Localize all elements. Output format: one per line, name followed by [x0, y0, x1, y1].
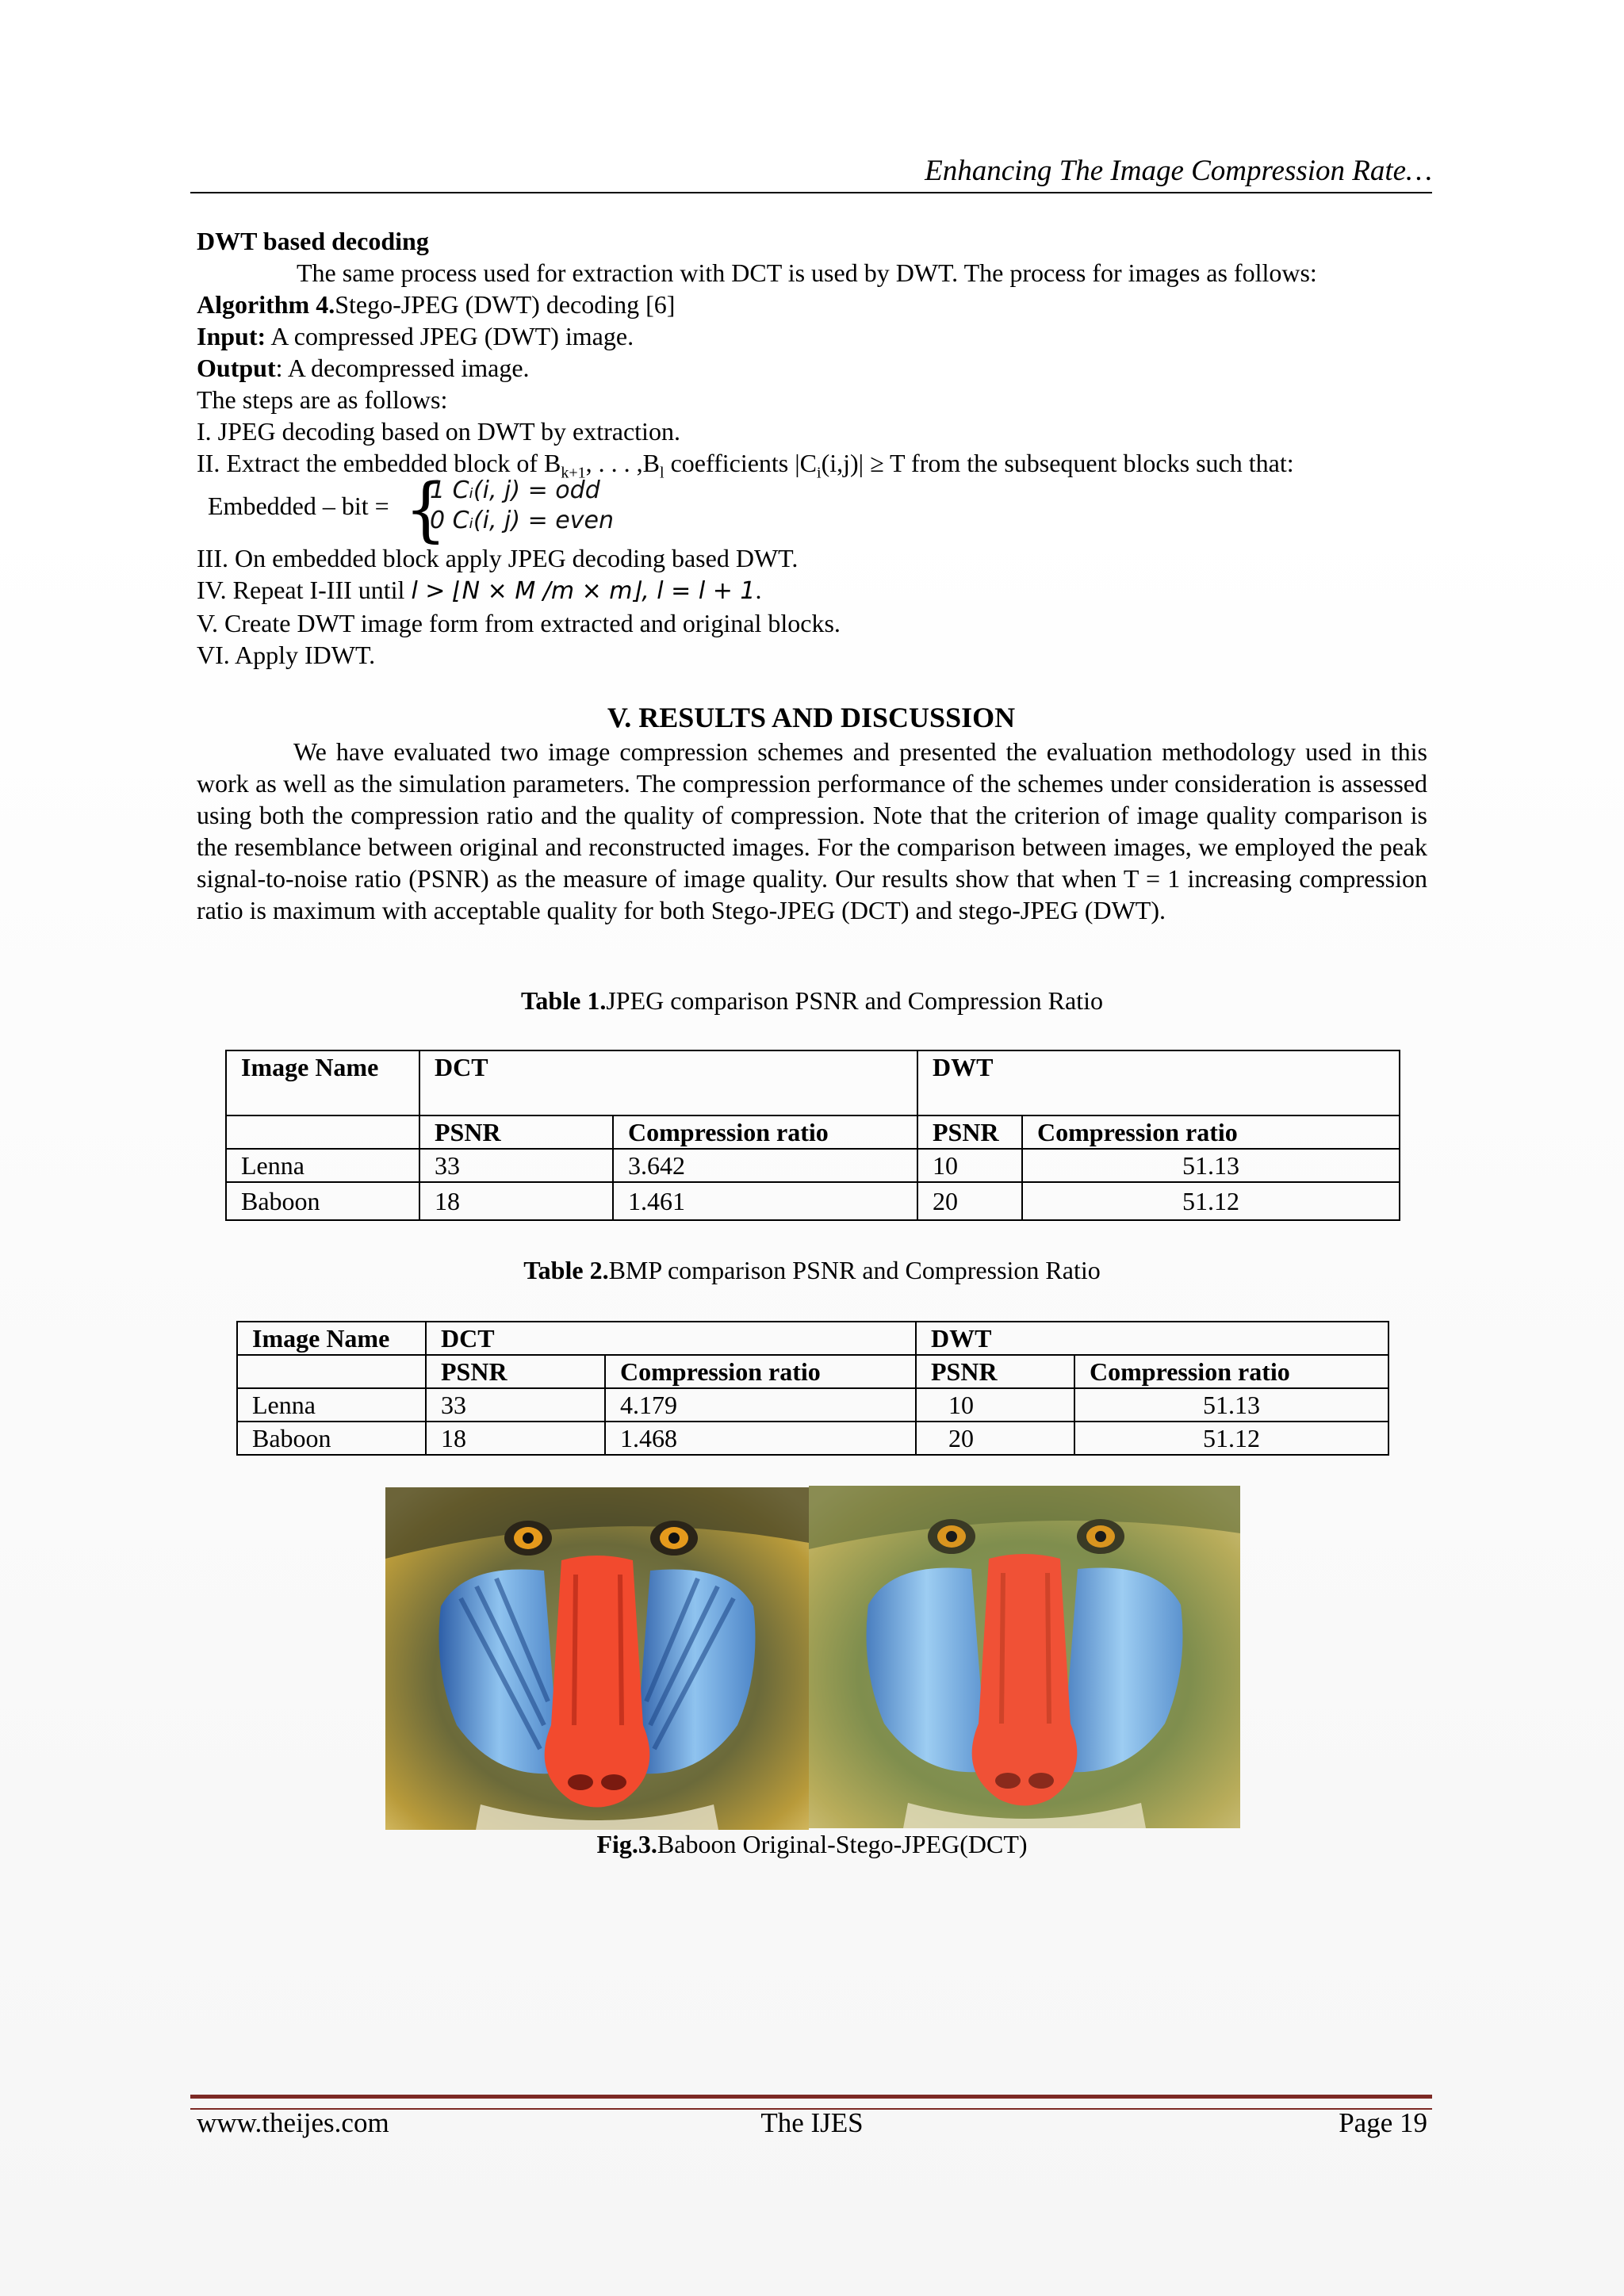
- cell-image: Lenna: [237, 1388, 426, 1422]
- cell-dwt-cr: 51.12: [1022, 1182, 1400, 1220]
- step-4: IV. Repeat I-III until l > ⌊N × M /m × m⌋, l = l + 1.: [197, 576, 762, 605]
- dwt-steps-continued: [197, 542, 1434, 671]
- col-image-name: Image Name: [237, 1322, 426, 1355]
- cell-dwt-cr: 51.13: [1022, 1149, 1400, 1182]
- step-1: I. JPEG decoding based on DWT by extraction.: [197, 417, 680, 446]
- blank-cell: [226, 1115, 419, 1149]
- table-row: [226, 1149, 1400, 1182]
- table1-caption: Table 1.JPEG comparison PSNR and Compression Ratio: [521, 986, 1103, 1015]
- sub-compression-ratio: Compression ratio: [605, 1355, 916, 1388]
- step-2: II. Extract the embedded block of $B_{k+1}$, . . . $,B_l$ coefficients $|C_i(i,j)| \ge T$ from the subsequent blocks such that:: [197, 449, 1294, 482]
- formula-case-even: 0 Cᵢ(i, j) = even: [430, 507, 614, 534]
- table-header-row: [226, 1050, 1400, 1115]
- step-5: V. Create DWT image form from extracted and original blocks.: [197, 609, 841, 637]
- cell-dwt-cr: 51.13: [1074, 1388, 1388, 1422]
- cell-dwt-psnr: 20: [916, 1422, 1074, 1455]
- cell-image: Baboon: [237, 1422, 426, 1455]
- algorithm-line: Algorithm 4.Stego-JPEG (DWT) decoding [6]: [197, 290, 676, 319]
- table2: [236, 1321, 1389, 1456]
- sub-compression-ratio: Compression ratio: [613, 1115, 917, 1149]
- footer-website: www.theijes.com: [197, 2107, 389, 2138]
- table-subheader-row: [237, 1355, 1388, 1388]
- embedded-bit-formula: [208, 444, 1159, 550]
- cell-dct-cr: 1.461: [613, 1182, 917, 1220]
- col-dct: DCT: [426, 1322, 916, 1355]
- col-image-name: Image Name: [226, 1050, 419, 1115]
- sub-psnr: PSNR: [426, 1355, 605, 1388]
- cell-dct-cr: 3.642: [613, 1149, 917, 1182]
- col-dwt: DWT: [916, 1322, 1388, 1355]
- table-row: [226, 1182, 1400, 1220]
- col-dct: DCT: [419, 1050, 917, 1115]
- steps-intro: The steps are as follows:: [197, 385, 448, 414]
- cell-dct-cr: 1.468: [605, 1422, 916, 1455]
- cell-dwt-psnr: 10: [916, 1388, 1074, 1422]
- cell-dct-psnr: 18: [419, 1182, 613, 1220]
- section-heading: V. RESULTS AND DISCUSSION: [607, 702, 1016, 733]
- running-header: Enhancing The Image Compression Rate…: [190, 151, 1432, 193]
- sub-psnr: PSNR: [916, 1355, 1074, 1388]
- step-6: VI. Apply IDWT.: [197, 641, 376, 669]
- figure3-caption: Fig.3.Baboon Original-Stego-JPEG(DCT): [596, 1830, 1028, 1858]
- table1: [225, 1050, 1400, 1221]
- footer-journal: The IJES: [760, 2107, 864, 2138]
- step-3: III. On embedded block apply JPEG decoding based DWT.: [197, 544, 799, 572]
- cell-image: Baboon: [226, 1182, 419, 1220]
- sub-compression-ratio: Compression ratio: [1074, 1355, 1388, 1388]
- table-subheader-row: [226, 1115, 1400, 1149]
- formula-brace: {: [404, 468, 447, 550]
- results-paragraph: We have evaluated two image compression schemes and presented the evaluation methodology used in this work as well as the simulation parameters. The compression performance of the schemes under consideration is assessed using both the compression ratio and the quality of compression. Note that the criterion of image quality comparison is the resemblance between original and reconstructed images. For the comparison between images, we employed the peak signal-to-noise ratio (PSNR) as the measure of image quality. Our results show that when T = 1 increasing compression ratio is maximum with acceptable quality for both Stego-JPEG (DCT) and stego-JPEG (DWT).: [197, 737, 1427, 924]
- subsection-heading: DWT based decoding: [197, 227, 429, 255]
- sub-psnr: PSNR: [917, 1115, 1022, 1149]
- cell-image: Lenna: [226, 1149, 419, 1182]
- formula-case-odd: 1 Cᵢ(i, j) = odd: [430, 476, 600, 504]
- table2-caption: Table 2.BMP comparison PSNR and Compression Ratio: [523, 1256, 1101, 1284]
- table-row: [237, 1422, 1388, 1455]
- cell-dwt-cr: 51.12: [1074, 1422, 1388, 1455]
- dwt-decoding-section: [197, 225, 1434, 482]
- cell-dct-psnr: 18: [426, 1422, 605, 1455]
- output-line: Output: A decompressed image.: [197, 354, 530, 382]
- cell-dct-psnr: 33: [419, 1149, 613, 1182]
- step-4-expression: l > ⌊N × M /m × m⌋, l = l + 1: [411, 577, 756, 605]
- cell-dct-psnr: 33: [426, 1388, 605, 1422]
- col-dwt: DWT: [917, 1050, 1400, 1115]
- sub-compression-ratio: Compression ratio: [1022, 1115, 1400, 1149]
- table-row: [237, 1388, 1388, 1422]
- table-header-row: [237, 1322, 1388, 1355]
- formula-label: Embedded – bit =: [208, 492, 389, 520]
- sub-psnr: PSNR: [419, 1115, 613, 1149]
- baboon-original-image: [385, 1487, 809, 1830]
- cell-dwt-psnr: 10: [917, 1149, 1022, 1182]
- baboon-stego-jpeg-dct-image: [809, 1486, 1240, 1828]
- cell-dwt-psnr: 20: [917, 1182, 1022, 1220]
- formula-cases: [430, 476, 614, 536]
- footer-page-number: Page 19: [1339, 2107, 1427, 2138]
- input-line: Input: A compressed JPEG (DWT) image.: [197, 322, 634, 350]
- cell-dct-cr: 4.179: [605, 1388, 916, 1422]
- intro-text: The same process used for extraction with DCT is used by DWT. The process for images as follows:: [297, 258, 1317, 287]
- blank-cell: [237, 1355, 426, 1388]
